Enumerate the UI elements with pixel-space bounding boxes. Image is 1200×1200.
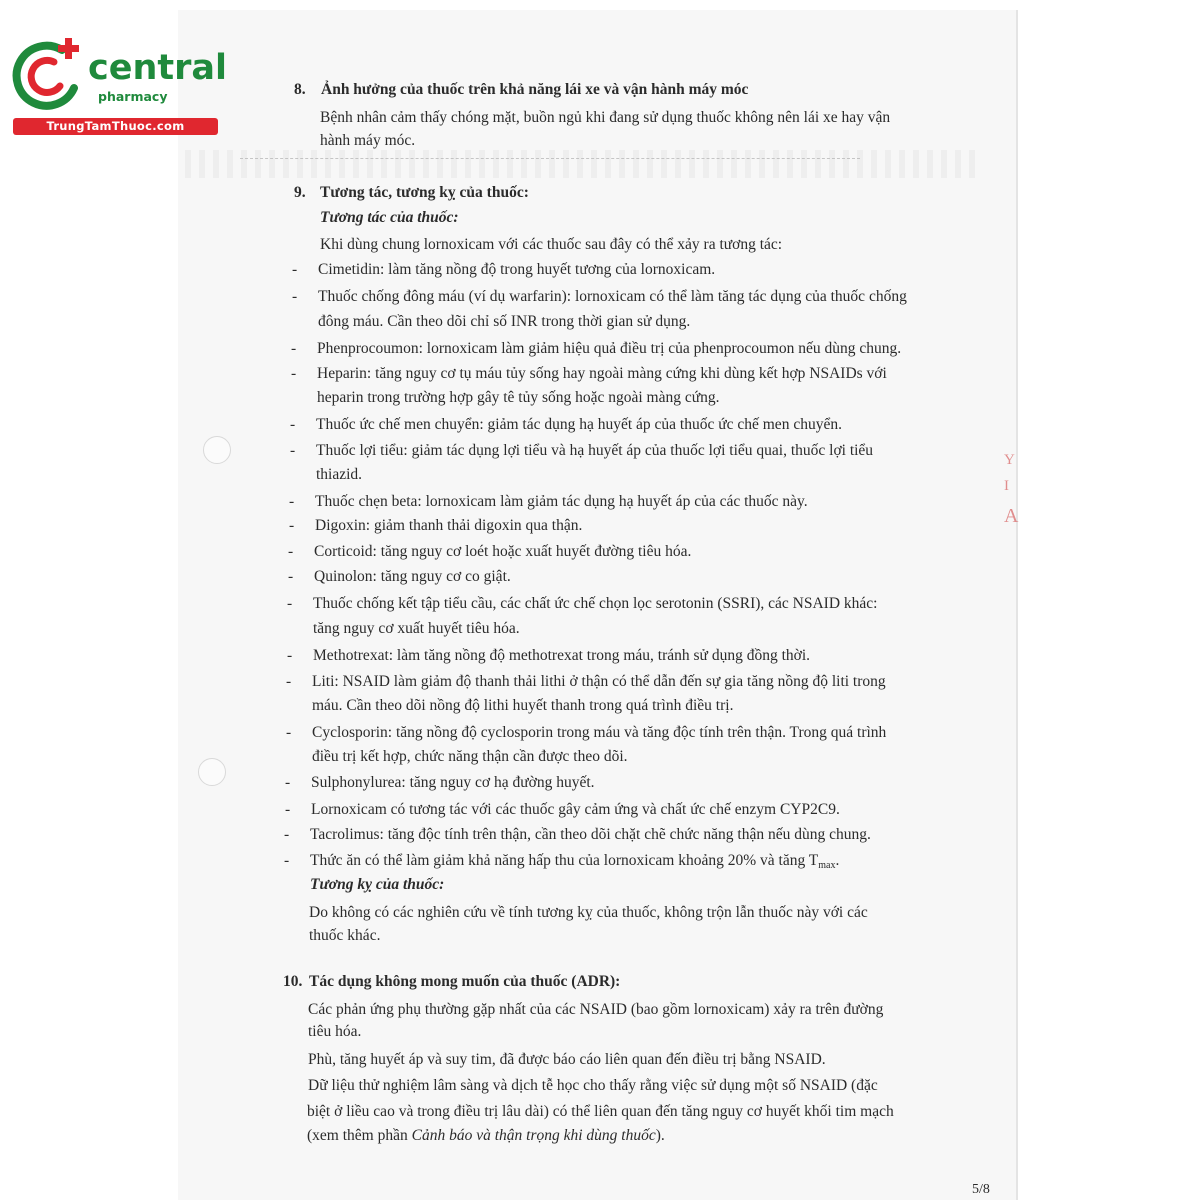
ref-open: (xem thêm phần xyxy=(307,1127,412,1144)
paragraph-line: Bệnh nhân cảm thấy chóng mặt, buồn ngủ khi đang sử dụng thuốc không nên lái xe hay vận xyxy=(320,109,891,126)
list-bullet: - xyxy=(290,416,296,433)
paragraph-line: tiêu hóa. xyxy=(308,1023,362,1040)
stamp-fragment: Y xyxy=(1004,452,1015,468)
list-item: Thuốc chống đông máu (ví dụ warfarin): lornoxicam có thể làm tăng tác dụng của thuốc chống xyxy=(318,288,907,305)
list-item-continuation: đông máu. Cần theo dõi chỉ số INR trong thời gian sử dụng. xyxy=(318,313,691,330)
list-item: Digoxin: giảm thanh thải digoxin qua thận. xyxy=(315,517,583,534)
list-item: Thuốc chẹn beta: lornoxicam làm giảm tác dụng hạ huyết áp của các thuốc này. xyxy=(315,493,808,510)
list-item: Tacrolimus: tăng độc tính trên thận, cần theo dõi chặt chẽ chức năng thận nếu dùng chung. xyxy=(310,826,871,843)
list-bullet: - xyxy=(290,442,296,459)
list-item-continuation: thiazid. xyxy=(316,466,363,483)
paragraph-line: thuốc khác. xyxy=(309,927,381,944)
ref-section-title: Cảnh báo và thận trọng khi dùng thuốc xyxy=(411,1127,656,1144)
paragraph-line: Các phản ứng phụ thường gặp nhất của các NSAID (bao gồm lornoxicam) xảy ra trên đường xyxy=(308,1001,884,1018)
list-item: Sulphonylurea: tăng nguy cơ hạ đường huyết. xyxy=(311,774,595,791)
list-bullet: - xyxy=(287,647,293,664)
interactions-intro: Khi dùng chung lornoxicam với các thuốc sau đây có thể xảy ra tương tác: xyxy=(320,236,783,253)
list-item: Cyclosporin: tăng nồng độ cyclosporin trong máu và tăng độc tính trên thận. Trong quá trình xyxy=(312,724,887,741)
list-item-continuation: heparin trong trường hợp gây tê tủy sống hoặc ngoài màng cứng. xyxy=(317,389,720,406)
list-bullet: - xyxy=(287,595,293,612)
list-item: Thuốc chống kết tập tiểu cầu, các chất ức chế chọn lọc serotonin (SSRI), các NSAID khác: xyxy=(313,595,878,612)
list-bullet: - xyxy=(284,826,290,843)
list-item: Liti: NSAID làm giảm độ thanh thải lithi ở thận có thể dẫn đến sự gia tăng nồng độ liti trong xyxy=(312,673,886,690)
list-item: Lornoxicam có tương tác với các thuốc gây cảm ứng và chất ức chế enzym CYP2C9. xyxy=(311,801,840,818)
section-9-title: Tương tác, tương kỵ của thuốc: xyxy=(320,184,529,201)
section-8-title: Ảnh hưởng của thuốc trên khả năng lái xe và vận hành máy móc xyxy=(321,81,749,98)
list-bullet: - xyxy=(288,543,294,560)
section-10-title: Tác dụng không mong muốn của thuốc (ADR): xyxy=(309,973,621,990)
list-item: Thuốc lợi tiểu: giảm tác dụng lợi tiểu và hạ huyết áp của thuốc lợi tiểu quai, thuốc lợi tiểu xyxy=(316,442,874,459)
stamp-fragment: A xyxy=(1004,505,1019,527)
list-bullet: - xyxy=(291,365,297,382)
tmax-subscript: max xyxy=(818,860,836,871)
interactions-heading: Tương tác của thuốc: xyxy=(320,209,459,226)
list-item: Corticoid: tăng nguy cơ loét hoặc xuất huyết đường tiêu hóa. xyxy=(314,543,692,560)
list-bullet: - xyxy=(286,673,292,690)
list-item: Cimetidin: làm tăng nồng độ trong huyết tương của lornoxicam. xyxy=(318,261,716,278)
section-number: 9. xyxy=(294,184,306,201)
list-bullet: - xyxy=(284,852,290,869)
list-item: Phenprocoumon: lornoxicam làm giảm hiệu quả điều trị của phenprocoumon nếu dùng chung. xyxy=(317,340,902,357)
list-item-continuation: tăng nguy cơ xuất huyết tiêu hóa. xyxy=(313,620,520,637)
list-bullet: - xyxy=(289,493,295,510)
incompatibility-heading: Tương kỵ của thuốc: xyxy=(310,876,445,893)
list-item: Heparin: tăng nguy cơ tụ máu tủy sống hay ngoài màng cứng khi dùng kết hợp NSAIDs với xyxy=(317,365,887,382)
list-bullet: - xyxy=(285,801,291,818)
list-item: Quinolon: tăng nguy cơ co giật. xyxy=(314,568,511,585)
ref-close: ). xyxy=(655,1127,665,1144)
list-bullet: - xyxy=(286,724,292,741)
section-number: 8. xyxy=(294,81,306,98)
paragraph-line: hành máy móc. xyxy=(320,132,416,149)
food-interaction-end: . xyxy=(835,852,840,869)
list-bullet: - xyxy=(289,517,295,534)
logo-website-banner: TrungTamThuoc.com xyxy=(13,118,218,135)
stamp-fragment: I xyxy=(1004,478,1009,494)
paragraph-line: biệt ở liều cao và trong điều trị lâu dài) có thể liên quan đến tăng nguy cơ huyết khối tim mạch xyxy=(307,1103,894,1120)
list-bullet: - xyxy=(292,261,298,278)
cross-reference xyxy=(307,1126,665,1146)
list-bullet: - xyxy=(285,774,291,791)
list-bullet: - xyxy=(292,288,298,305)
list-bullet: - xyxy=(291,340,297,357)
list-item: Methotrexat: làm tăng nồng độ methotrexat trong máu, tránh sử dụng đồng thời. xyxy=(313,647,811,664)
paragraph-line: Phù, tăng huyết áp và suy tim, đã được báo cáo liên quan đến điều trị bằng NSAID. xyxy=(308,1051,826,1068)
list-bullet: - xyxy=(288,568,294,585)
list-item-continuation: máu. Cần theo dõi nồng độ lithi huyết thanh trong quá trình điều trị. xyxy=(312,697,734,714)
list-item-food xyxy=(310,851,839,876)
logo-wordmark: central xyxy=(88,48,228,88)
section-number: 10. xyxy=(283,973,303,990)
paragraph-line: Dữ liệu thử nghiệm lâm sàng và dịch tễ học cho thấy rằng việc sử dụng một số NSAID (đặc xyxy=(308,1077,878,1094)
list-item: Thuốc ức chế men chuyển: giảm tác dụng hạ huyết áp của thuốc ức chế men chuyển. xyxy=(316,416,842,433)
paragraph-line: Do không có các nghiên cứu về tính tương kỵ của thuốc, không trộn lẫn thuốc này với các xyxy=(309,904,868,921)
logo-subtitle: pharmacy xyxy=(98,89,168,104)
page-number: 5/8 xyxy=(972,1182,990,1197)
food-interaction-text: Thức ăn có thể làm giảm khả năng hấp thu của lornoxicam khoảng 20% và tăng T xyxy=(310,852,819,869)
list-item-continuation: điều trị kết hợp, chức năng thận cần được theo dõi. xyxy=(312,748,628,765)
